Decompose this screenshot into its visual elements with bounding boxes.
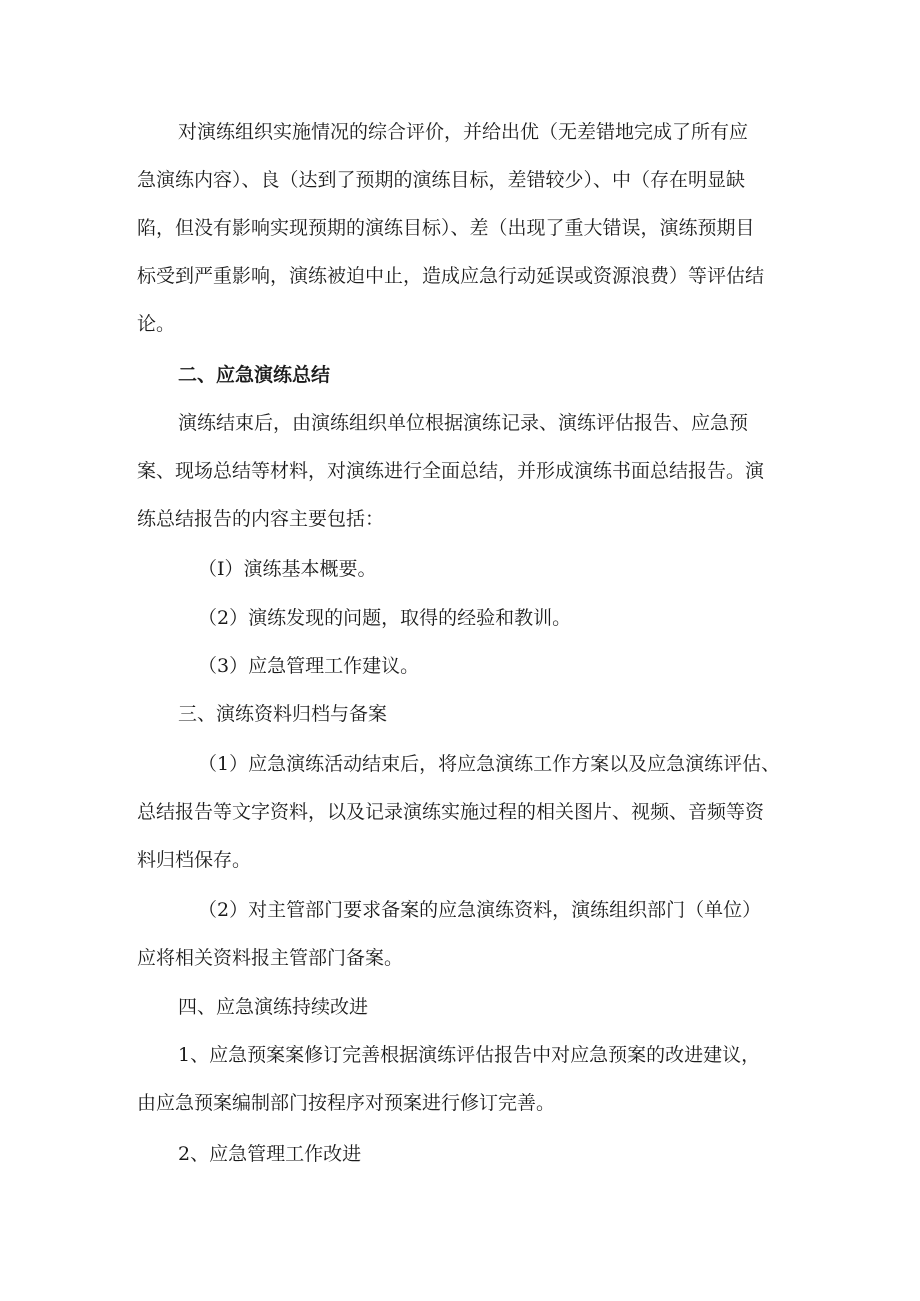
section-2-line-2: 案、现场总结等材料，对演练进行全面总结，并形成演练书面总结报告。演 (137, 460, 765, 482)
section-2-heading: 二、应急演练总结 (178, 364, 331, 386)
section-3-p1-line-1: （1）应急演练活动结束后，将应急演练工作方案以及应急演练评估、 (198, 753, 781, 775)
evaluation-line-4: 标受到严重影响，演练被迫中止，造成应急行动延误或资源浪费）等评估结 (137, 265, 765, 287)
evaluation-line-2: 急演练内容）、良（达到了预期的演练目标，差错较少）、中（存在明显缺 (137, 169, 746, 191)
section-2-line-1: 演练结束后，由演练组织单位根据演练记录、演练评估报告、应急预 (178, 412, 749, 434)
section-3-p1-line-2: 总结报告等文字资料，以及记录演练实施过程的相关图片、视频、音频等资 (137, 801, 765, 823)
section-3-heading: 三、演练资料归档与备案 (178, 703, 388, 725)
section-3-p1-line-3: 料归档保存。 (137, 849, 252, 871)
section-2-item-2: （2）演练发现的问题，取得的经验和教训。 (198, 607, 572, 629)
section-2-line-3: 练总结报告的内容主要包括： (137, 508, 385, 530)
section-4-p1-line-1: 1、应急预案案修订完善根据演练评估报告中对应急预案的改进建议， (178, 1044, 761, 1066)
section-3-p2-line-2: 应将相关资料报主管部门备案。 (137, 947, 404, 969)
evaluation-line-3: 陷，但没有影响实现预期的演练目标）、差（出现了重大错误，演练预期目 (137, 217, 755, 239)
section-4-p2-line-1: 2、应急管理工作改进 (178, 1143, 362, 1165)
section-4-heading: 四、应急演练持续改进 (178, 996, 369, 1018)
section-2-item-3: （3）应急管理工作建议。 (198, 655, 420, 677)
section-2-item-1: （I）演练基本概要。 (198, 558, 377, 580)
evaluation-line-5: 论。 (137, 313, 176, 335)
section-3-p2-line-1: （2）对主管部门要求备案的应急演练资料，演练组织部门（单位） (198, 899, 762, 921)
section-4-p1-line-2: 由应急预案编制部门按程序对预案进行修订完善。 (137, 1092, 556, 1114)
evaluation-line-1: 对演练组织实施情况的综合评价，并给出优（无差错地完成了所有应 (178, 121, 749, 143)
